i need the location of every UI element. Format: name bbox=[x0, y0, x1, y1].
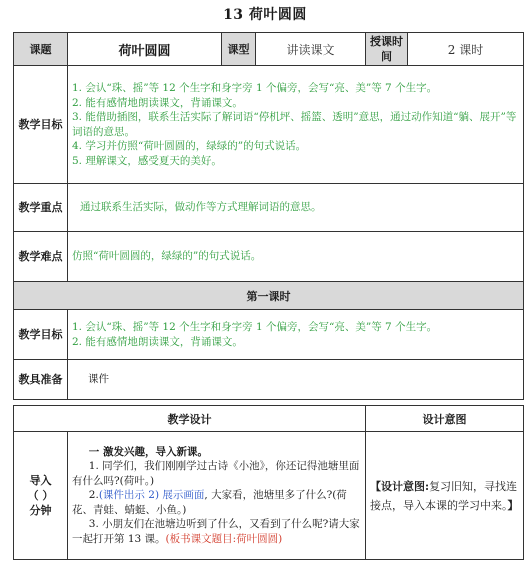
tools-value: 课件 bbox=[68, 360, 524, 400]
design-header-row bbox=[14, 406, 524, 432]
intro-label-line: 分钟 bbox=[29, 504, 52, 517]
goal-item: 5. 理解课文，感受夏天的美好。 bbox=[72, 154, 222, 167]
intent-header: 设计意图 bbox=[366, 406, 524, 432]
board-cue: (板书课文题目:荷叶圆圆) bbox=[165, 532, 283, 545]
key-points-label: 教学重点 bbox=[14, 184, 68, 232]
period-goal-item: 2. 能有感情地朗读课文，背诵课文。 bbox=[72, 335, 243, 348]
goals-row bbox=[14, 66, 524, 184]
intro-content bbox=[68, 432, 366, 560]
header-row bbox=[14, 33, 524, 66]
intro-text: , 大家看，池塘里多了什么?(荷花、青蛙、蜻蜓、小鱼。) bbox=[72, 489, 347, 516]
period-goals-row bbox=[14, 310, 524, 360]
lesson-title: 荷叶圆圆 bbox=[68, 33, 222, 66]
goal-item: 3. 能借助插图，联系生活实际了解词语“停机坪、摇篮、透明”意思，通过动作知道“躺、展开”等词语的意思。 bbox=[72, 111, 517, 138]
intro-label-line: （ ） bbox=[27, 489, 54, 502]
goal-item: 2. 能有感情地朗读课文，背诵课文。 bbox=[72, 96, 243, 109]
first-period-row bbox=[14, 282, 524, 310]
type-value: 讲读课文 bbox=[256, 33, 366, 66]
intro-heading: 一 激发兴趣，导入新课。 bbox=[88, 445, 208, 458]
hours-value: 2 课时 bbox=[408, 33, 524, 66]
period-goals-content bbox=[68, 310, 524, 360]
difficulties-text: 仿照“荷叶圆圆的，绿绿的”的句式说话。 bbox=[68, 232, 524, 282]
goal-item: 1. 会认“珠、摇”等 12 个生字和身字旁 1 个偏旁，会写“亮、美”等 7 个生字。 bbox=[72, 82, 438, 94]
intro-label bbox=[14, 432, 68, 560]
design-header: 教学设计 bbox=[14, 406, 366, 432]
intro-label-line: 导入 bbox=[29, 474, 52, 487]
intro-text: 3. 小朋友们在池塘边听到了什么，又看到了什么呢?请大家一起打开第 13 课。 bbox=[72, 518, 360, 545]
intro-paragraph bbox=[72, 488, 361, 517]
key-points-row bbox=[14, 184, 524, 232]
key-points-text: 通过联系生活实际，做动作等方式理解词语的意思。 bbox=[68, 184, 524, 232]
difficulties-row bbox=[14, 232, 524, 282]
period-goal-item: 1. 会认“珠、摇”等 12 个生字和身字旁 1 个偏旁，会写“亮、美”等 7 个生字。 bbox=[72, 321, 438, 333]
tools-label: 教具准备 bbox=[14, 360, 68, 400]
intro-paragraph: 1. 同学们，我们刚刚学过古诗《小池》，你还记得池塘里面有什么吗?(荷叶。) bbox=[72, 460, 360, 487]
page-title: 13 荷叶圆圆 bbox=[223, 7, 307, 23]
tools-row bbox=[14, 360, 524, 400]
hours-label: 授课时间 bbox=[366, 33, 408, 66]
intro-paragraph bbox=[72, 517, 361, 546]
slide-cue: (课件出示 2) 展示画面 bbox=[98, 489, 205, 502]
intent-bracket: 【设计意图: bbox=[370, 479, 430, 493]
type-label: 课型 bbox=[222, 33, 256, 66]
period-goals-label: 教学目标 bbox=[14, 310, 68, 360]
intent-text: 复习旧知，寻找连接点，导入本课的学习中来。 bbox=[370, 479, 518, 512]
intro-row bbox=[14, 432, 524, 560]
intent-content bbox=[366, 432, 524, 560]
first-period-title: 第一课时 bbox=[14, 282, 524, 310]
intent-bracket: 】 bbox=[507, 498, 519, 512]
lesson-plan-table bbox=[13, 32, 524, 560]
lesson-label: 课题 bbox=[14, 33, 68, 66]
goals-content bbox=[68, 66, 524, 184]
goals-label: 教学目标 bbox=[14, 66, 68, 184]
intro-text: 2. bbox=[88, 489, 99, 502]
difficulties-label: 教学难点 bbox=[14, 232, 68, 282]
goal-item: 4. 学习并仿照“荷叶圆圆的，绿绿的”的句式说话。 bbox=[72, 140, 307, 152]
